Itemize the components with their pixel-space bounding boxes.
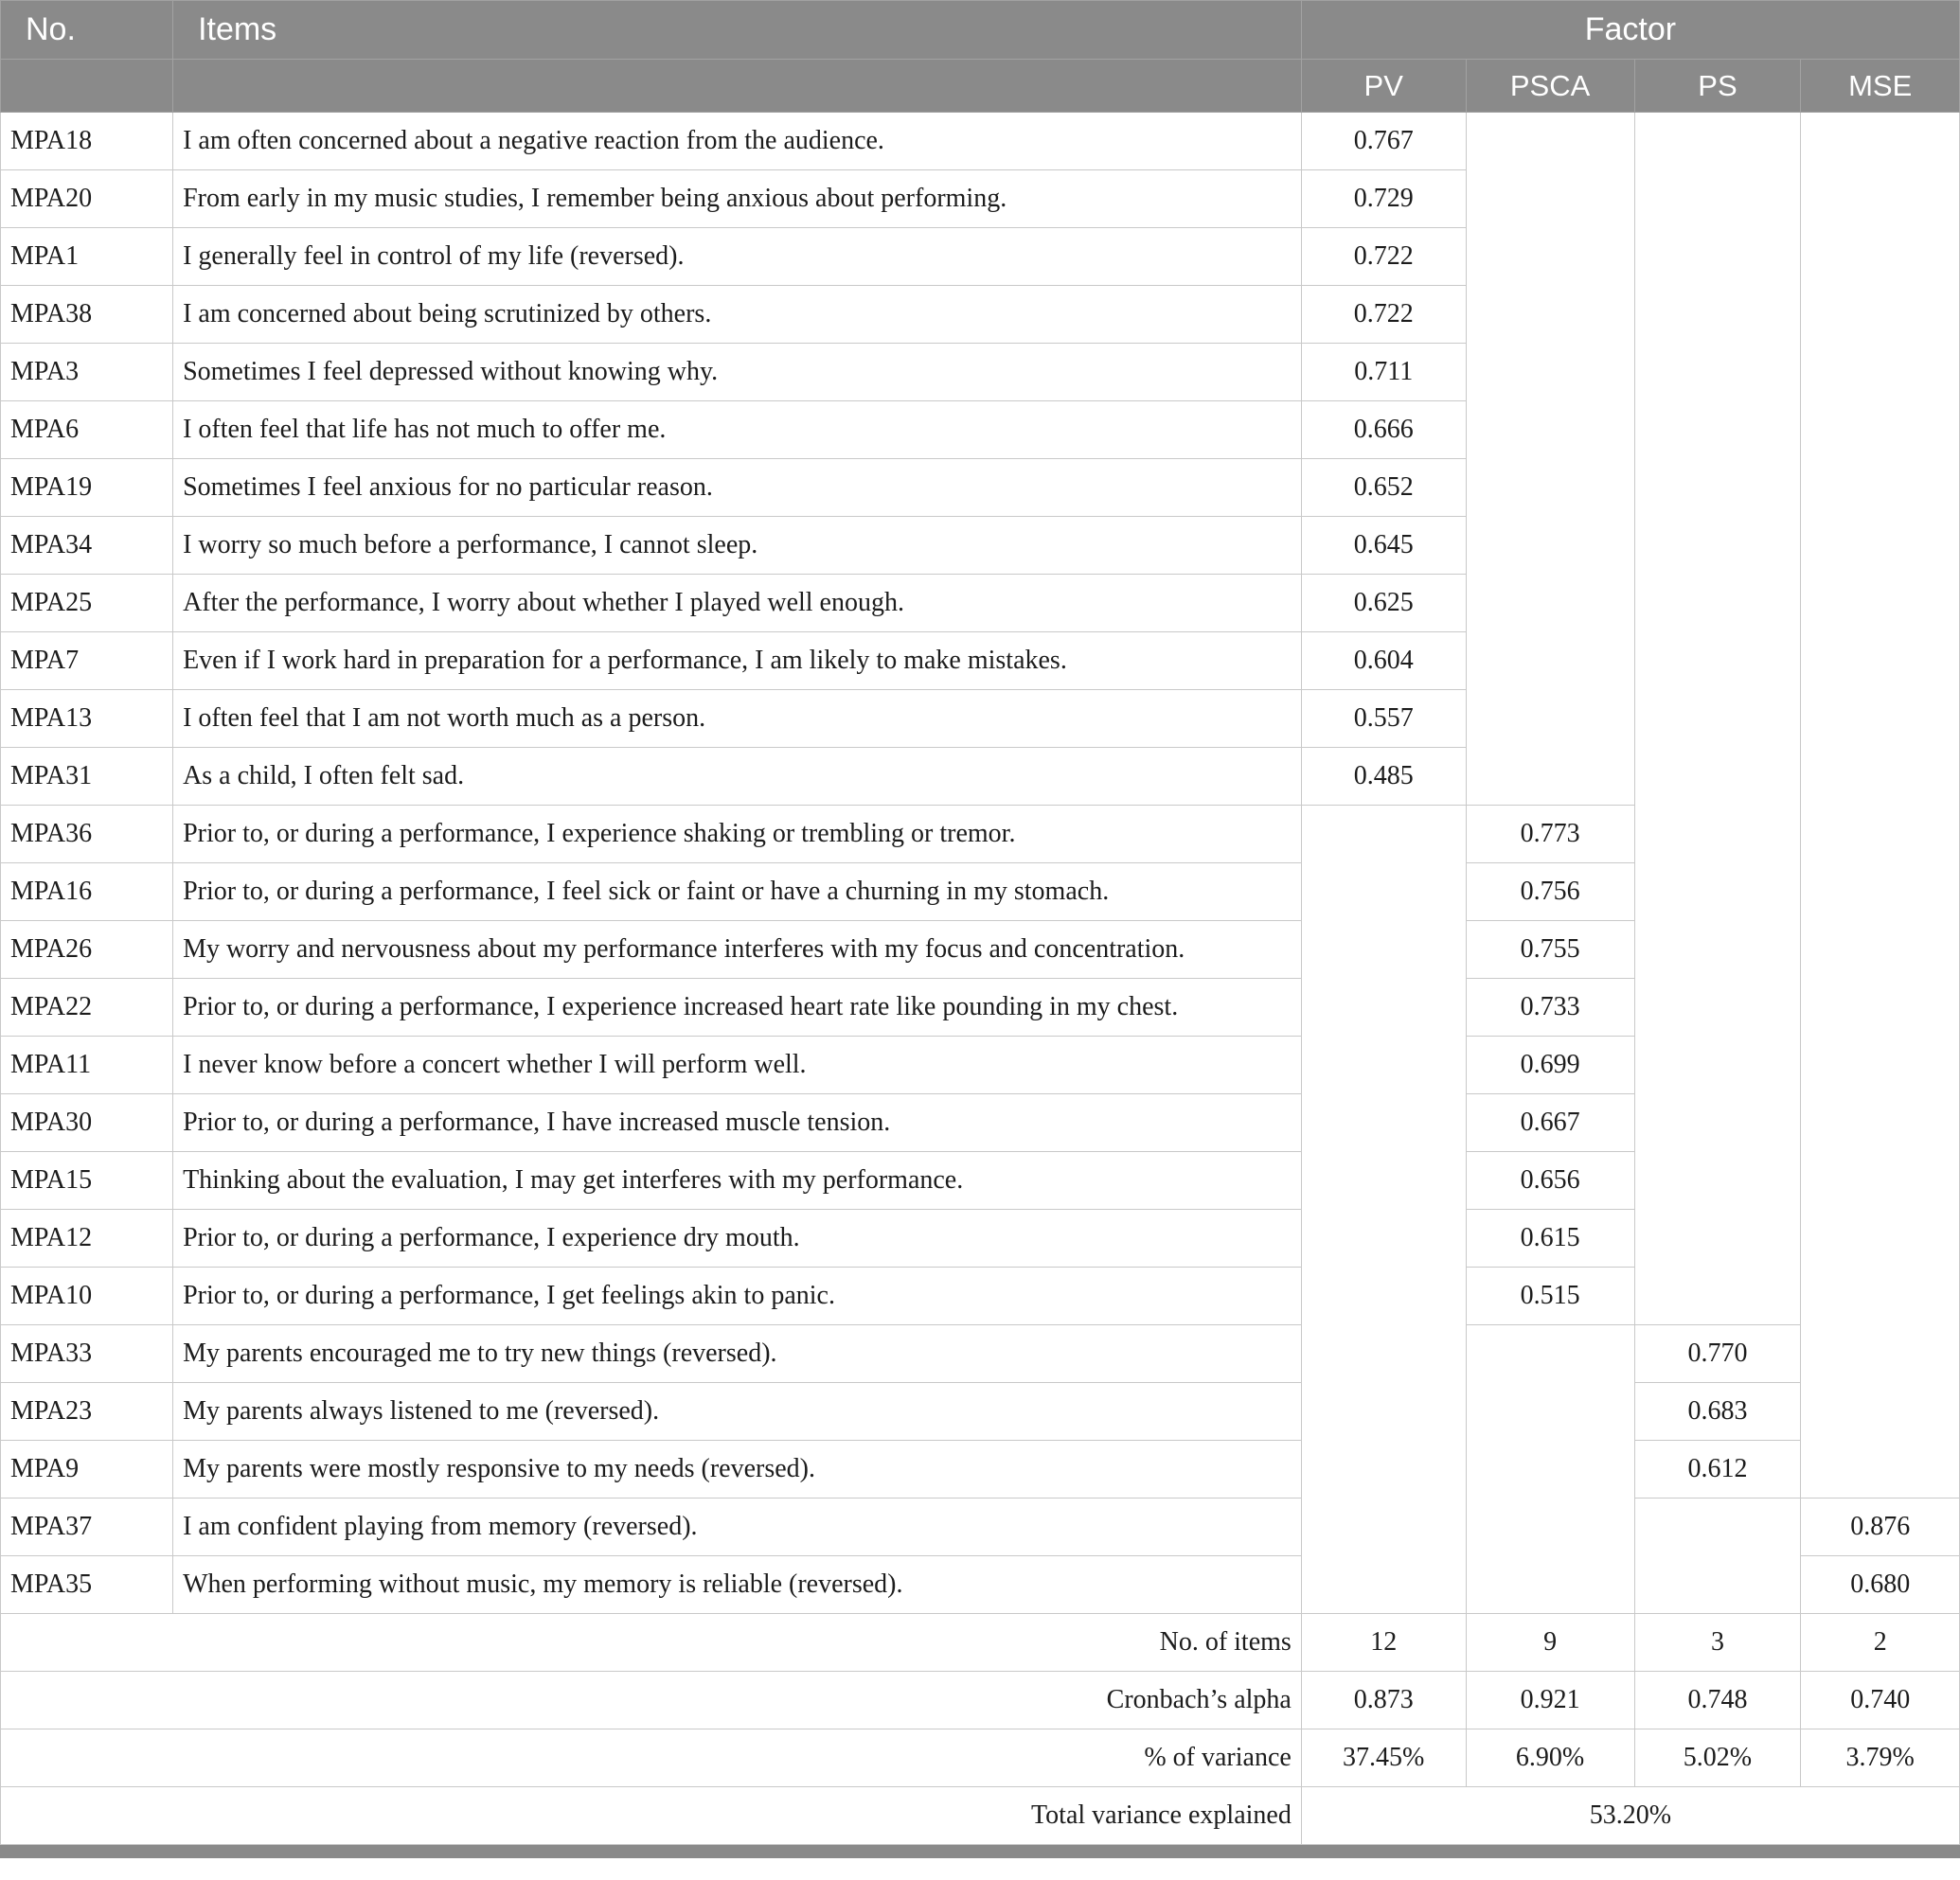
table-row — [1, 113, 1960, 170]
row-item: My parents encouraged me to try new things (reversed). — [173, 1325, 1302, 1383]
summary-label: No. of items — [1, 1614, 1302, 1672]
row-item: Prior to, or during a performance, I feel sick or faint or have a churning in my stomach. — [173, 863, 1302, 921]
factor-loading-psca: 0.733 — [1466, 979, 1634, 1037]
row-item: I often feel that life has not much to offer me. — [173, 401, 1302, 459]
factor-loading-pv: 0.722 — [1301, 228, 1466, 286]
summary-value-ps: 5.02% — [1634, 1729, 1801, 1787]
factor-loading-pv: 0.645 — [1301, 517, 1466, 575]
row-item: I generally feel in control of my life (reversed). — [173, 228, 1302, 286]
col-header-mse: MSE — [1801, 60, 1960, 113]
factor-loading-psca: 0.615 — [1466, 1210, 1634, 1268]
row-item: I often feel that I am not worth much as a person. — [173, 690, 1302, 748]
table-bottom-rule — [0, 1845, 1960, 1858]
row-no: MPA33 — [1, 1325, 173, 1383]
factor-loading-mse: 0.680 — [1801, 1556, 1960, 1614]
factor-loading-pv: 0.767 — [1301, 113, 1466, 170]
col-header-factor: Factor — [1301, 1, 1959, 60]
row-item: My parents always listened to me (reversed). — [173, 1383, 1302, 1441]
empty-cell-ps — [1634, 1499, 1801, 1614]
row-no: MPA11 — [1, 1037, 173, 1094]
factor-loading-pv: 0.557 — [1301, 690, 1466, 748]
summary-row-no-of-items — [1, 1614, 1960, 1672]
row-no: MPA16 — [1, 863, 173, 921]
factor-loading-pv: 0.485 — [1301, 748, 1466, 806]
row-item: Prior to, or during a performance, I experience shaking or trembling or tremor. — [173, 806, 1302, 863]
row-item: Even if I work hard in preparation for a performance, I am likely to make mistakes. — [173, 632, 1302, 690]
row-item: Sometimes I feel anxious for no particular reason. — [173, 459, 1302, 517]
table-row — [1, 1441, 1960, 1499]
row-no: MPA22 — [1, 979, 173, 1037]
summary-value-mse: 3.79% — [1801, 1729, 1960, 1787]
row-no: MPA20 — [1, 170, 173, 228]
factor-loading-psca: 0.756 — [1466, 863, 1634, 921]
factor-loading-psca: 0.667 — [1466, 1094, 1634, 1152]
row-item: I never know before a concert whether I will perform well. — [173, 1037, 1302, 1094]
factor-loading-ps: 0.612 — [1634, 1441, 1801, 1499]
summary-value-psca: 0.921 — [1466, 1672, 1634, 1729]
summary-value-mse: 0.740 — [1801, 1672, 1960, 1729]
row-item: As a child, I often felt sad. — [173, 748, 1302, 806]
header-row-sub — [1, 60, 1960, 113]
col-header-no: No. — [1, 1, 173, 60]
factor-loading-psca: 0.699 — [1466, 1037, 1634, 1094]
empty-cell-mse — [1801, 113, 1960, 1499]
summary-total-value: 53.20% — [1301, 1787, 1959, 1845]
row-no: MPA7 — [1, 632, 173, 690]
col-header-no-spacer — [1, 60, 173, 113]
empty-cell-pv — [1301, 806, 1466, 1614]
summary-value-pv: 0.873 — [1301, 1672, 1466, 1729]
row-no: MPA31 — [1, 748, 173, 806]
row-item: I worry so much before a performance, I cannot sleep. — [173, 517, 1302, 575]
table-row — [1, 1383, 1960, 1441]
row-item: My worry and nervousness about my performance interferes with my focus and concentration. — [173, 921, 1302, 979]
row-item: I am concerned about being scrutinized by others. — [173, 286, 1302, 344]
factor-loading-pv: 0.666 — [1301, 401, 1466, 459]
summary-value-pv: 37.45% — [1301, 1729, 1466, 1787]
header-row-main — [1, 1, 1960, 60]
col-header-pv: PV — [1301, 60, 1466, 113]
factor-loading-ps: 0.683 — [1634, 1383, 1801, 1441]
empty-cell-psca — [1466, 1325, 1634, 1614]
row-item: When performing without music, my memory is reliable (reversed). — [173, 1556, 1302, 1614]
col-header-psca: PSCA — [1466, 60, 1634, 113]
summary-row-pct-variance — [1, 1729, 1960, 1787]
row-no: MPA25 — [1, 575, 173, 632]
summary-value-pv: 12 — [1301, 1614, 1466, 1672]
summary-label: Cronbach’s alpha — [1, 1672, 1302, 1729]
row-item: Prior to, or during a performance, I get feelings akin to panic. — [173, 1268, 1302, 1325]
row-no: MPA35 — [1, 1556, 173, 1614]
factor-loading-mse: 0.876 — [1801, 1499, 1960, 1556]
row-no: MPA23 — [1, 1383, 173, 1441]
factor-loading-pv: 0.729 — [1301, 170, 1466, 228]
row-no: MPA38 — [1, 286, 173, 344]
empty-cell-psca — [1466, 113, 1634, 806]
row-no: MPA18 — [1, 113, 173, 170]
row-no: MPA37 — [1, 1499, 173, 1556]
row-no: MPA26 — [1, 921, 173, 979]
summary-label: Total variance explained — [1, 1787, 1302, 1845]
empty-cell-ps — [1634, 113, 1801, 1325]
table-row — [1, 1499, 1960, 1556]
summary-value-ps: 0.748 — [1634, 1672, 1801, 1729]
row-item: Prior to, or during a performance, I experience dry mouth. — [173, 1210, 1302, 1268]
row-item: Prior to, or during a performance, I experience increased heart rate like pounding in my chest. — [173, 979, 1302, 1037]
row-item: I am often concerned about a negative reaction from the audience. — [173, 113, 1302, 170]
col-header-items: Items — [173, 1, 1302, 60]
factor-loading-psca: 0.755 — [1466, 921, 1634, 979]
row-no: MPA10 — [1, 1268, 173, 1325]
factor-loading-psca: 0.773 — [1466, 806, 1634, 863]
summary-value-mse: 2 — [1801, 1614, 1960, 1672]
row-no: MPA30 — [1, 1094, 173, 1152]
col-header-ps: PS — [1634, 60, 1801, 113]
summary-row-cronbach-alpha — [1, 1672, 1960, 1729]
factor-loading-ps: 0.770 — [1634, 1325, 1801, 1383]
factor-loading-pv: 0.722 — [1301, 286, 1466, 344]
row-no: MPA9 — [1, 1441, 173, 1499]
summary-value-ps: 3 — [1634, 1614, 1801, 1672]
factor-loading-pv: 0.711 — [1301, 344, 1466, 401]
summary-row-total-variance — [1, 1787, 1960, 1845]
row-no: MPA12 — [1, 1210, 173, 1268]
row-no: MPA13 — [1, 690, 173, 748]
factor-loading-pv: 0.604 — [1301, 632, 1466, 690]
row-no: MPA36 — [1, 806, 173, 863]
factor-loading-pv: 0.652 — [1301, 459, 1466, 517]
row-item: From early in my music studies, I remember being anxious about performing. — [173, 170, 1302, 228]
summary-value-psca: 9 — [1466, 1614, 1634, 1672]
row-no: MPA6 — [1, 401, 173, 459]
row-item: I am confident playing from memory (reversed). — [173, 1499, 1302, 1556]
table-row — [1, 1325, 1960, 1383]
factor-loading-psca: 0.515 — [1466, 1268, 1634, 1325]
row-no: MPA3 — [1, 344, 173, 401]
row-item: Sometimes I feel depressed without knowing why. — [173, 344, 1302, 401]
summary-label: % of variance — [1, 1729, 1302, 1787]
row-item: Thinking about the evaluation, I may get interferes with my performance. — [173, 1152, 1302, 1210]
row-no: MPA1 — [1, 228, 173, 286]
row-no: MPA34 — [1, 517, 173, 575]
row-item: My parents were mostly responsive to my needs (reversed). — [173, 1441, 1302, 1499]
factor-loading-psca: 0.656 — [1466, 1152, 1634, 1210]
factor-loading-pv: 0.625 — [1301, 575, 1466, 632]
row-no: MPA15 — [1, 1152, 173, 1210]
row-no: MPA19 — [1, 459, 173, 517]
row-item: After the performance, I worry about whether I played well enough. — [173, 575, 1302, 632]
row-item: Prior to, or during a performance, I have increased muscle tension. — [173, 1094, 1302, 1152]
col-header-items-spacer — [173, 60, 1302, 113]
summary-value-psca: 6.90% — [1466, 1729, 1634, 1787]
